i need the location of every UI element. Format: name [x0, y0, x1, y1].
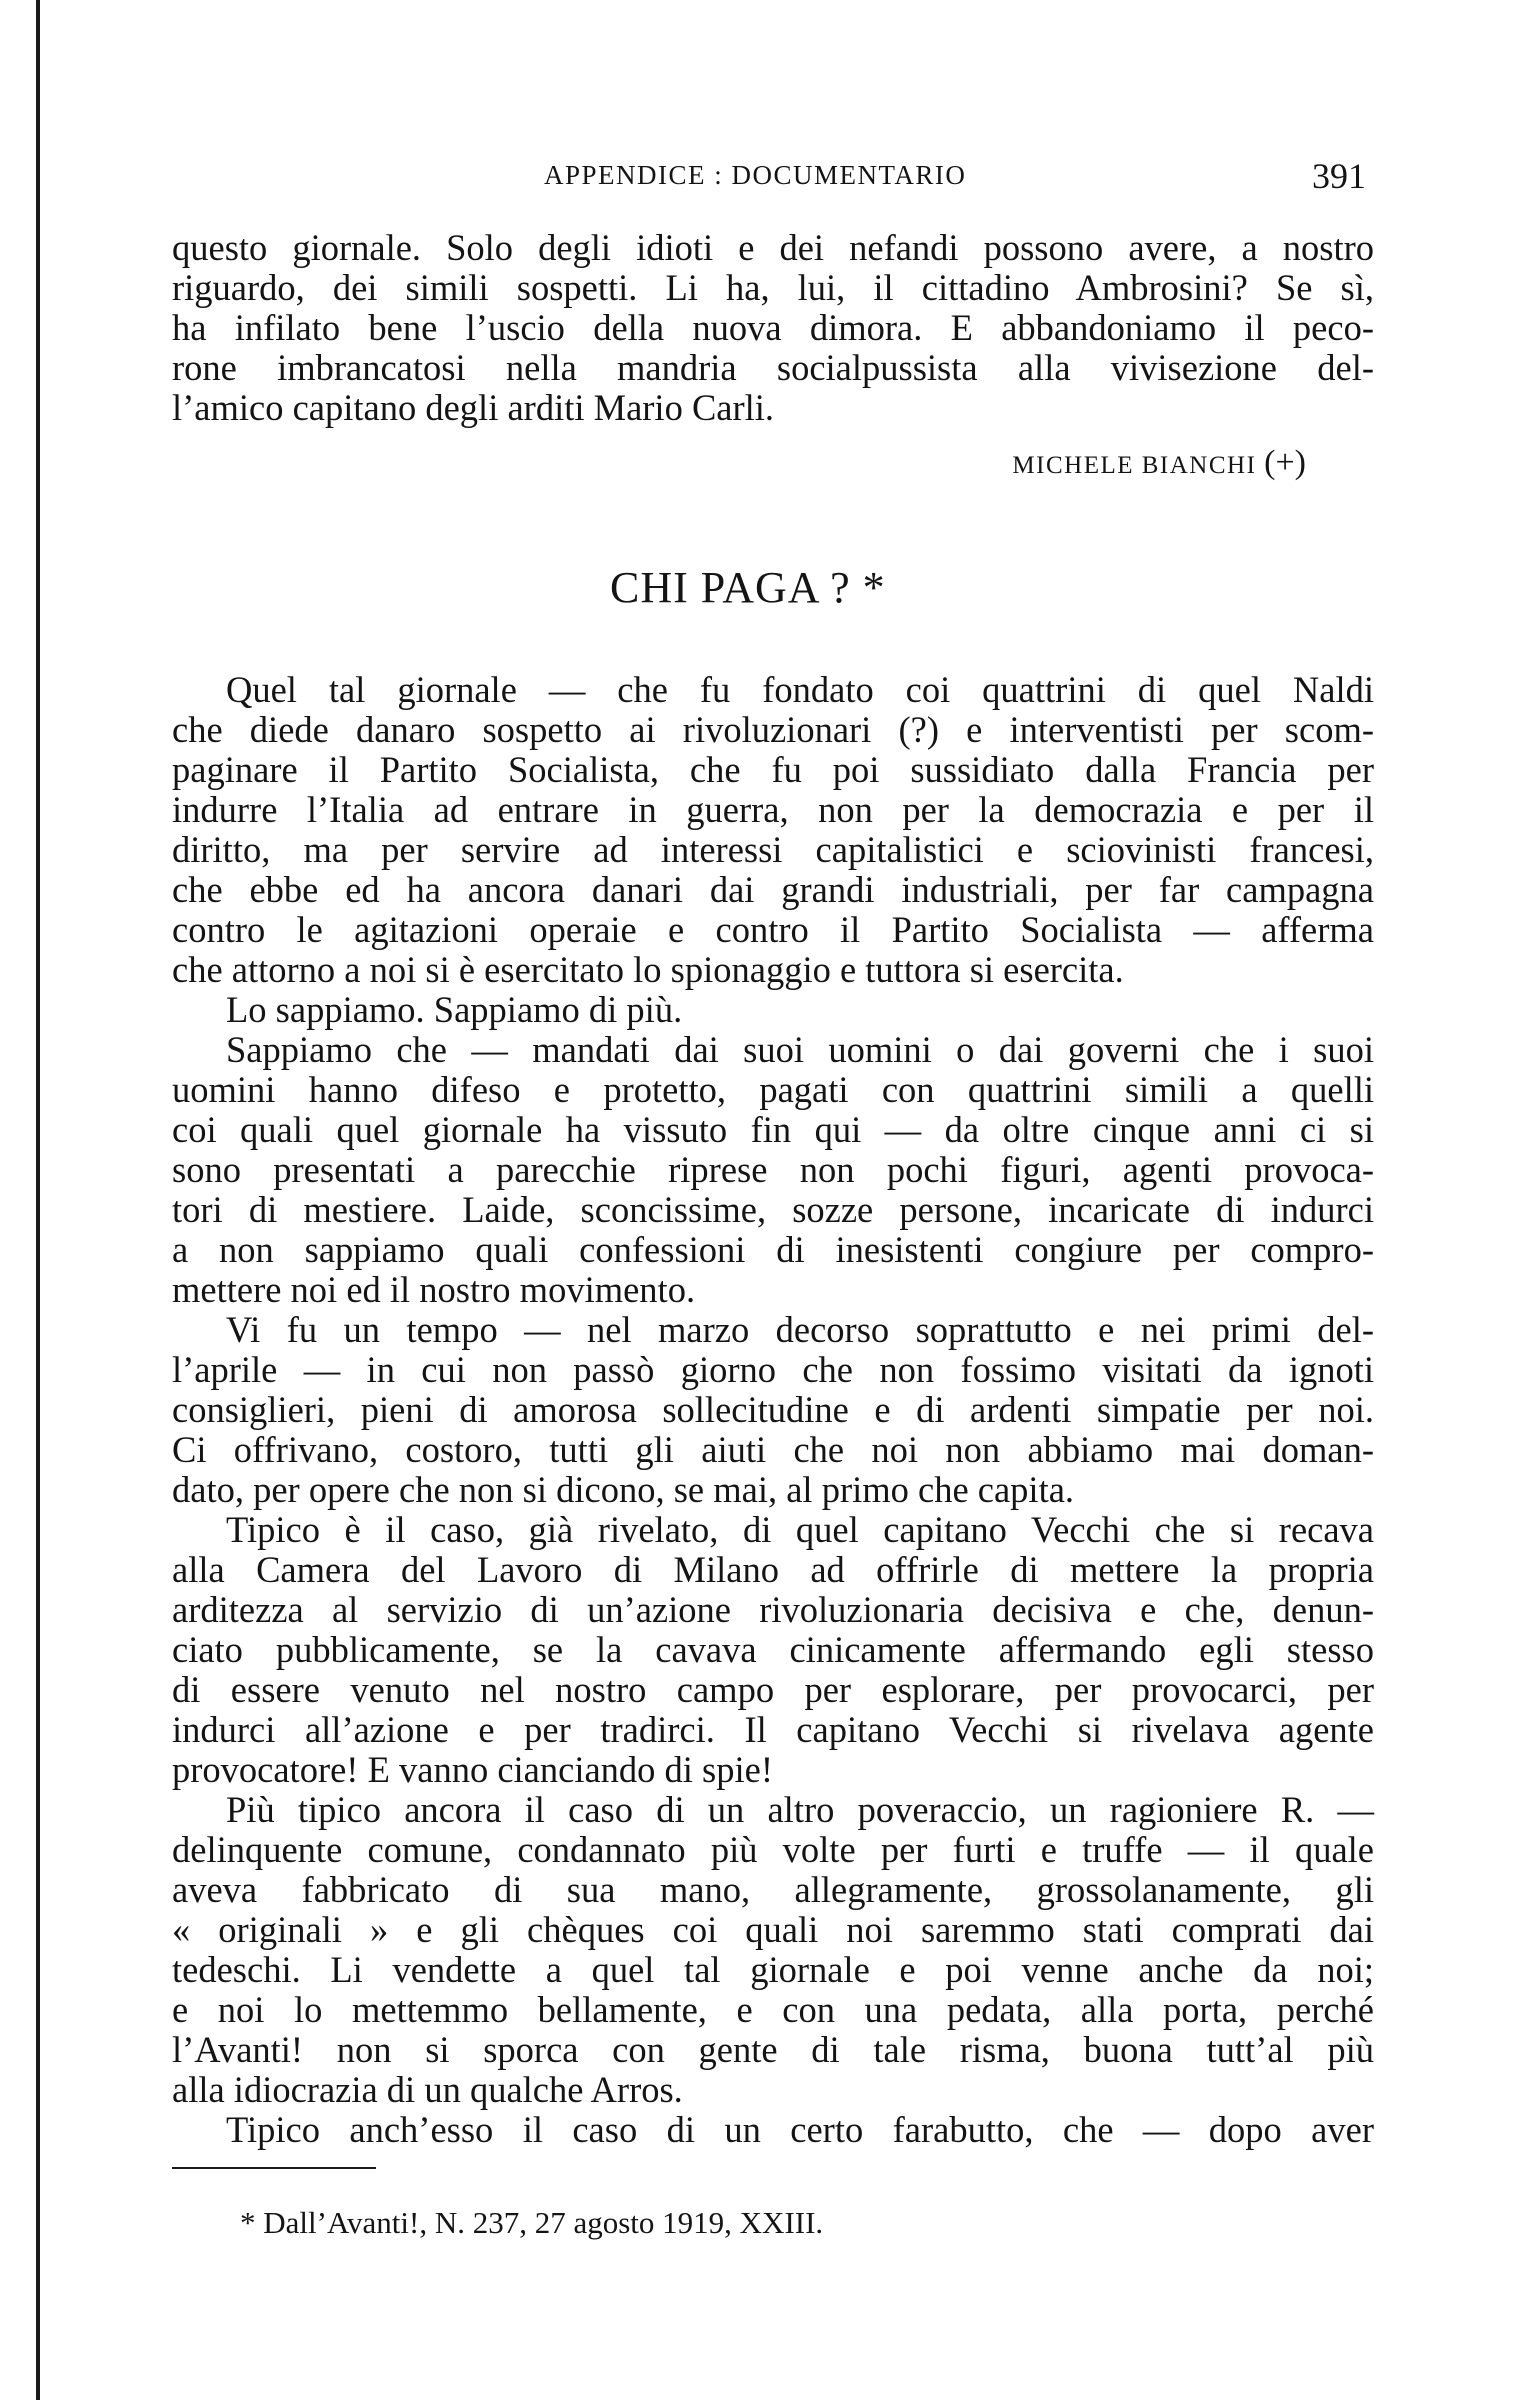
text-line: Lo sappiamo. Sappiamo di più.	[226, 989, 683, 1030]
signature-mark: (+)	[1264, 444, 1306, 481]
text-line: di essere venuto nel nostro campo per esplorare, per provocarci, per	[172, 1669, 1374, 1710]
text-line: contro le agitazioni operaie e contro il Partito Socialista — afferma	[172, 909, 1374, 950]
text-line: dato, per opere che non si dicono, se mai, al primo che capita.	[172, 1469, 1075, 1510]
text-line: Quel tal giornale — che fu fondato coi quattrini di quel Naldi	[226, 669, 1374, 710]
text-line: ciato pubblicamente, se la cavava cinicamente affermando egli stesso	[172, 1629, 1374, 1670]
text-line: indurci all’azione e per tradirci. Il capitano Vecchi si rivelava agente	[172, 1709, 1374, 1750]
text-line: Vi fu un tempo — nel marzo decorso soprattutto e nei primi del-	[226, 1309, 1374, 1350]
text-line: sono presentati a parecchie riprese non pochi figuri, agenti provoca-	[172, 1149, 1374, 1190]
text-line: ha infilato bene l’uscio della nuova dimora. E abbandoniamo il peco-	[172, 307, 1374, 348]
text-line: a non sappiamo quali confessioni di inesistenti congiure per compro-	[172, 1229, 1374, 1270]
text-line: e noi lo mettemmo bellamente, e con una pedata, alla porta, perché	[172, 1989, 1374, 2030]
text-line: l’Avanti! non si sporca con gente di tale risma, buona tutt’al più	[172, 2029, 1374, 2070]
text-line: che diede danaro sospetto ai rivoluzionari (?) e interventisti per scom-	[172, 709, 1374, 750]
text-line: arditezza al servizio di un’azione rivoluzionaria decisiva e che, denun-	[172, 1589, 1374, 1630]
text-line: Più tipico ancora il caso di un altro poveraccio, un ragioniere R. —	[226, 1789, 1374, 1830]
text-line: l’aprile — in cui non passò giorno che non fossimo visitati da ignoti	[172, 1349, 1374, 1390]
text-line: paginare il Partito Socialista, che fu poi sussidiato dalla Francia per	[172, 749, 1374, 790]
text-line: provocatore! E vanno cianciando di spie!	[172, 1749, 774, 1790]
text-line: Sappiamo che — mandati dai suoi uomini o dai governi che i suoi	[226, 1029, 1374, 1070]
author-signature	[1012, 444, 1306, 482]
text-line: indurre l’Italia ad entrare in guerra, non per la democrazia e per il	[172, 789, 1374, 830]
signature-name: MICHELE BIANCHI	[1012, 452, 1257, 479]
text-line: mettere noi ed il nostro movimento.	[172, 1269, 696, 1310]
footnote-rule	[172, 2167, 376, 2169]
text-line: diritto, ma per servire ad interessi capitalistici e sciovinisti francesi,	[172, 829, 1374, 870]
article-title: CHI PAGA ? *	[610, 563, 886, 612]
text-line: consiglieri, pieni di amorosa sollecitudine e di ardenti simpatie per noi.	[172, 1389, 1374, 1430]
text-line: questo giornale. Solo degli idioti e dei nefandi possono avere, a nostro	[172, 227, 1374, 268]
previous-article-text	[172, 228, 1374, 428]
text-line: Ci offrivano, costoro, tutti gli aiuti che noi non abbiamo mai doman-	[172, 1429, 1374, 1470]
text-line: riguardo, dei simili sospetti. Li ha, lui, il cittadino Ambrosini? Se sì,	[172, 267, 1374, 308]
text-line: aveva fabbricato di sua mano, allegramente, grossolanamente, gli	[172, 1869, 1374, 1910]
text-line: « originali » e gli chèques coi quali noi saremmo stati comprati dai	[172, 1909, 1374, 1950]
text-line: l’amico capitano degli arditi Mario Carli.	[172, 387, 775, 428]
text-line: alla Camera del Lavoro di Milano ad offrirle di mettere la propria	[172, 1549, 1374, 1590]
text-line: Tipico è il caso, già rivelato, di quel capitano Vecchi che si recava	[226, 1509, 1374, 1550]
text-line: Tipico anch’esso il caso di un certo farabutto, che — dopo aver	[226, 2109, 1374, 2150]
text-line: coi quali quel giornale ha vissuto fin qui — da oltre cinque anni ci si	[172, 1109, 1374, 1150]
text-line: che ebbe ed ha ancora danari dai grandi industriali, per far campagna	[172, 869, 1374, 910]
footnote: * Dall’Avanti!, N. 237, 27 agosto 1919, XXIII.	[240, 2205, 824, 2240]
text-line: tori di mestiere. Laide, sconcissime, sozze persone, incaricate di indurci	[172, 1189, 1374, 1230]
text-line: uomini hanno difeso e protetto, pagati con quattrini simili a quelli	[172, 1069, 1374, 1110]
running-head: APPENDICE : DOCUMENTARIO	[544, 160, 967, 190]
text-line: delinquente comune, condannato più volte per furti e truffe — il quale	[172, 1829, 1374, 1870]
text-line: che attorno a noi si è esercitato lo spionaggio e tuttora si esercita.	[172, 949, 1124, 990]
text-line: rone imbrancatosi nella mandria socialpussista alla vivisezione del-	[172, 347, 1374, 388]
article-body	[172, 670, 1374, 2150]
text-line: alla idiocrazia di un qualche Arros.	[172, 2069, 683, 2110]
page-number: 391	[1312, 156, 1366, 196]
text-line: tedeschi. Li vendette a quel tal giornale e poi venne anche da noi;	[172, 1949, 1374, 1990]
